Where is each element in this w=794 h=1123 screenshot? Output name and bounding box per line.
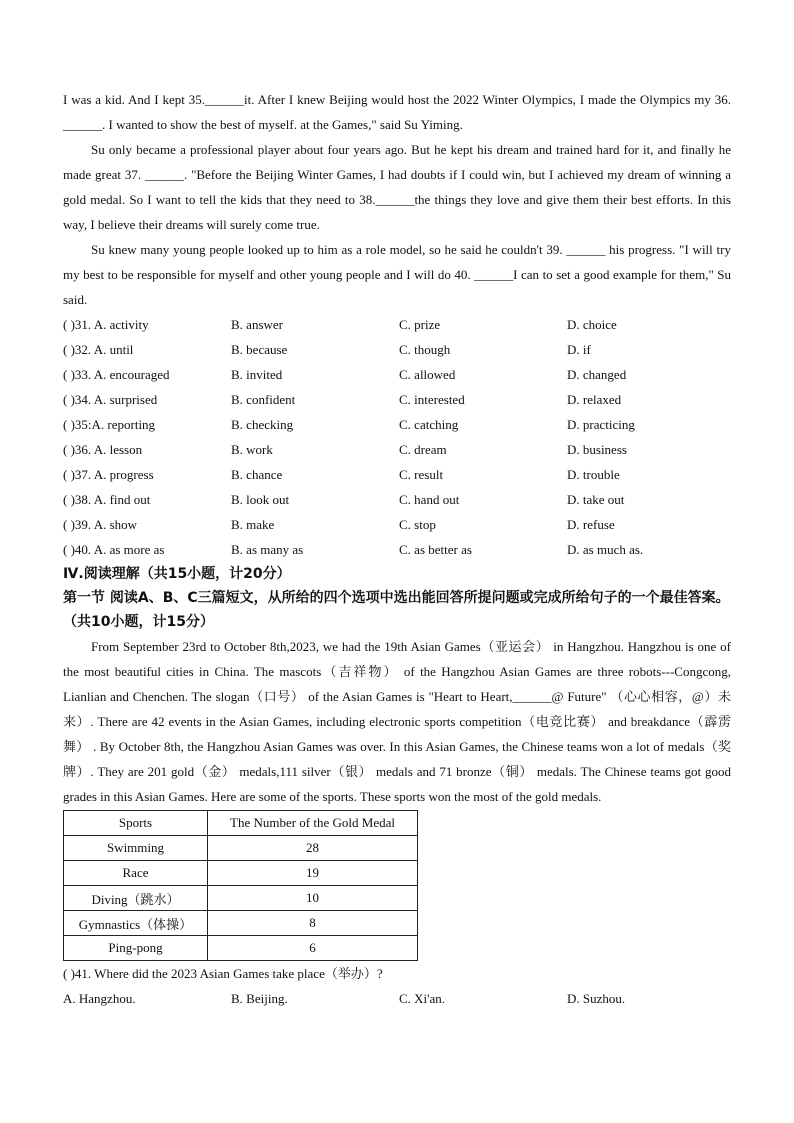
passage-a: From September 23rd to October 8th,2023, we had the 19th Asian Games（亚运会） in Hangzhou. Hangzhou is one of the most beautiful cities in China. The mascots（吉祥物） of the Hangzhou Asian Games are three robots---Congcong, Lianlian and Chenchen. The slogan（口号） of the Asian Games is "Heart to Heart,______@ Future" （心心相容，@）未来）. There are 42 events in the Asian Games, including electronic sports competition（电竞比赛） and breakdance（霹雳舞） . By October 8th, the Hangzhou Asian Games was over. In this Asian Games, the Chinese teams won a lot of medals（奖牌）. They are 201 gold（金） medals,111 silver（银） medals and 71 bronze（铜） medals. The Chinese teams got good grades in this Asian Games. Here are some of the sports. These sports won the most of the gold medals. bbox=[63, 639, 731, 804]
option-d: D. Suzhou. bbox=[567, 991, 626, 1006]
question-row bbox=[63, 362, 731, 387]
option-b: B. confident bbox=[231, 392, 296, 407]
option-d: D. if bbox=[567, 342, 591, 357]
option-b: B. checking bbox=[231, 417, 294, 432]
table-row bbox=[64, 861, 418, 886]
table-header-row bbox=[64, 811, 418, 836]
table-header: The Number of the Gold Medal bbox=[208, 811, 418, 836]
table-cell: Race bbox=[64, 861, 208, 886]
question-stem: ( )38. A. find out bbox=[63, 492, 151, 507]
question-row bbox=[63, 412, 731, 437]
table-row bbox=[64, 911, 418, 936]
option-b: B. Beijing. bbox=[231, 991, 288, 1006]
option-b: B. because bbox=[231, 342, 288, 357]
option-c: C. hand out bbox=[399, 492, 460, 507]
option-c: C. stop bbox=[399, 517, 436, 532]
option-c: C. allowed bbox=[399, 367, 456, 382]
section-title: Ⅳ.阅读理解（共15小题，计20分） bbox=[63, 566, 291, 582]
passage-paragraph: Su knew many young people looked up to him as a role model, so he said he couldn't 39. ______ his progress. "I will try my best to be responsible for myself and other young people and I will do 40. ______I can to set a good example for them," Su said. bbox=[63, 242, 731, 307]
question-41 bbox=[63, 961, 731, 986]
table-cell: Swimming bbox=[64, 836, 208, 861]
question-stem: ( )37. A. progress bbox=[63, 467, 154, 482]
option-b: B. work bbox=[231, 442, 273, 457]
table-cell: 6 bbox=[208, 936, 418, 961]
option-c: C. dream bbox=[399, 442, 447, 457]
question-row bbox=[63, 512, 731, 537]
passage-paragraph: Su only became a professional player about four years ago. But he kept his dream and trained hard for it, and finally he made great 37. ______. "Before the Beijing Winter Games, I had doubts if I could win, but I achieved my dream of winning a gold medal. So I want to tell the kids that they need to 38.______the things they love and give them their best efforts. In this way, I believe their dreams will surely come true. bbox=[63, 142, 731, 232]
option-b: B. invited bbox=[231, 367, 283, 382]
option-d: D. as much as. bbox=[567, 542, 644, 557]
table-cell: Ping-pong bbox=[64, 936, 208, 961]
gold-medal-table bbox=[63, 810, 418, 961]
table-cell: 8 bbox=[208, 911, 418, 936]
cloze-questions bbox=[63, 312, 731, 562]
option-d: D. relaxed bbox=[567, 392, 622, 407]
option-d: D. changed bbox=[567, 367, 627, 382]
option-b: B. as many as bbox=[231, 542, 304, 557]
option-a: A. Hangzhou. bbox=[63, 991, 136, 1006]
table-cell: Diving（跳水） bbox=[64, 886, 208, 911]
table-row bbox=[64, 836, 418, 861]
question-41-options bbox=[63, 986, 731, 1011]
table-header: Sports bbox=[64, 811, 208, 836]
option-c: C. as better as bbox=[399, 542, 472, 557]
option-d: D. choice bbox=[567, 317, 617, 332]
option-c: C. prize bbox=[399, 317, 441, 332]
option-c: C. catching bbox=[399, 417, 459, 432]
question-stem: ( )31. A. activity bbox=[63, 317, 149, 332]
option-c: C. interested bbox=[399, 392, 465, 407]
option-d: D. refuse bbox=[567, 517, 615, 532]
option-d: D. trouble bbox=[567, 467, 620, 482]
table-row bbox=[64, 886, 418, 911]
question-row bbox=[63, 387, 731, 412]
section-instructions: 第一节 阅读A、B、C三篇短文，从所给的四个选项中选出能回答所提问题或完成所给句子的一个最佳答案。（共10小题，计15分） bbox=[63, 590, 730, 630]
question-row bbox=[63, 312, 731, 337]
option-d: D. take out bbox=[567, 492, 625, 507]
option-b: B. chance bbox=[231, 467, 283, 482]
table-cell: Gymnastics（体操） bbox=[64, 911, 208, 936]
question-row bbox=[63, 487, 731, 512]
option-c: C. though bbox=[399, 342, 451, 357]
question-stem: ( )39. A. show bbox=[63, 517, 138, 532]
question-stem: ( )36. A. lesson bbox=[63, 442, 143, 457]
question-stem: ( )34. A. surprised bbox=[63, 392, 158, 407]
question-row bbox=[63, 337, 731, 362]
option-b: B. make bbox=[231, 517, 275, 532]
passage-paragraph: I was a kid. And I kept 35.______it. After I knew Beijing would host the 2022 Winter Olympics, I made the Olympics my 36. ______. I wanted to show the best of myself. at the Games," said Su Yiming. bbox=[63, 92, 731, 132]
option-b: B. answer bbox=[231, 317, 283, 332]
question-stem: ( )35:A. reporting bbox=[63, 417, 156, 432]
option-d: D. business bbox=[567, 442, 627, 457]
table-cell: 19 bbox=[208, 861, 418, 886]
question-row bbox=[63, 437, 731, 462]
question-stem: ( )40. A. as more as bbox=[63, 542, 165, 557]
question-stem: ( )41. Where did the 2023 Asian Games take place（举办）? bbox=[63, 966, 383, 981]
table-row bbox=[64, 936, 418, 961]
question-stem: ( )33. A. encouraged bbox=[63, 367, 170, 382]
option-c: C. Xi'an. bbox=[399, 991, 446, 1006]
option-b: B. look out bbox=[231, 492, 290, 507]
table-cell: 28 bbox=[208, 836, 418, 861]
exam-page bbox=[63, 87, 731, 1011]
question-stem: ( )32. A. until bbox=[63, 342, 134, 357]
question-row bbox=[63, 537, 731, 562]
option-d: D. practicing bbox=[567, 417, 635, 432]
question-row bbox=[63, 462, 731, 487]
option-c: C. result bbox=[399, 467, 444, 482]
table-cell: 10 bbox=[208, 886, 418, 911]
